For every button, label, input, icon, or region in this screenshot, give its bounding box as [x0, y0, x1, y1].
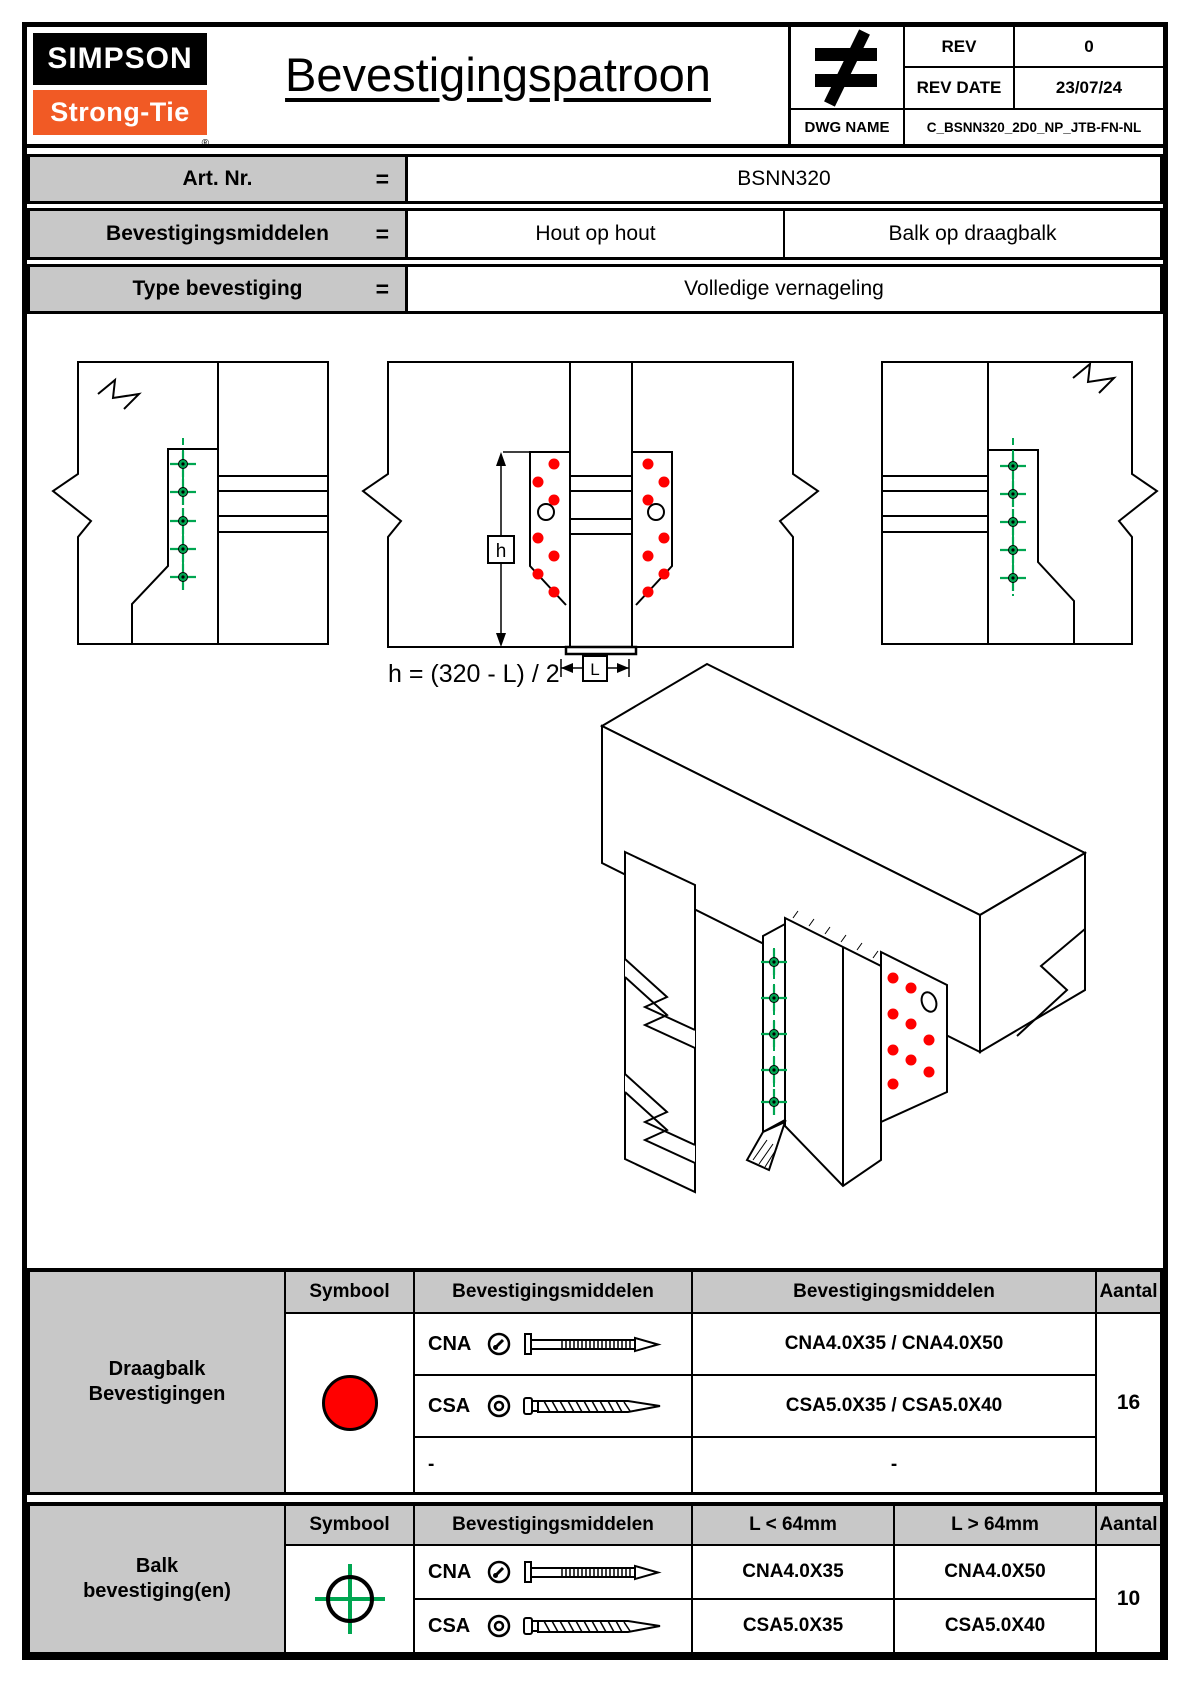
rev-value: 0 — [1015, 27, 1163, 66]
dwg-name-value: C_BSNN320_2D0_NP_JTB-FN-NL — [905, 110, 1163, 144]
cna-nail-icon — [522, 1559, 662, 1585]
fastener-cell-empty: - — [415, 1438, 691, 1492]
info-row-bevestigingsmiddelen — [27, 208, 1163, 260]
equals-sign: = — [375, 275, 389, 302]
equals-sign: = — [375, 220, 389, 247]
projection-symbol-icon — [791, 27, 903, 108]
fastener-value: - — [693, 1438, 1095, 1492]
h-box-label: h — [495, 541, 507, 562]
info-row-artnr — [27, 154, 1163, 204]
column-header-aantal: Aantal — [1097, 1506, 1160, 1544]
h-formula: h = (320 - L) / 2 — [388, 660, 560, 688]
page-title: Bevestigingspatroon — [285, 48, 711, 101]
column-header-bevestigingsmiddelen: Bevestigingsmiddelen — [693, 1272, 1095, 1312]
hout-op-hout-value: Hout op hout — [535, 222, 656, 245]
fastener-value: CNA4.0X35 / CNA4.0X50 — [693, 1314, 1095, 1374]
view-side-left — [53, 362, 328, 644]
revision-block — [788, 27, 1163, 144]
hanger-hole-left — [538, 504, 554, 520]
cna-head-icon — [486, 1559, 512, 1585]
symbol-cell — [286, 1314, 413, 1492]
column-header-symbool: Symbool — [286, 1506, 413, 1544]
cna-nail-icon — [522, 1331, 662, 1357]
equals-sign: = — [375, 165, 389, 192]
draagbalk-fastener-table — [27, 1268, 1163, 1495]
not-equal-icon — [810, 36, 884, 100]
table-row-label: Balk bevestiging(en) — [30, 1506, 284, 1652]
cna-head-icon — [486, 1331, 512, 1357]
column-header-bevestigingsmiddelen: Bevestigingsmiddelen — [415, 1272, 691, 1312]
red-circle-icon — [322, 1375, 378, 1431]
column-header-aantal: Aantal — [1097, 1272, 1160, 1312]
green-crosshair-icon — [313, 1562, 387, 1636]
aantal-value: 10 — [1097, 1546, 1160, 1652]
rev-label: REV — [905, 27, 1013, 66]
csa-l-small-value: CSA5.0X35 — [693, 1600, 893, 1652]
csa-screw-icon — [522, 1613, 670, 1639]
info-row-type-bevestiging — [27, 264, 1163, 314]
rev-date-value: 23/07/24 — [1015, 68, 1163, 108]
logo-strongtie-text: Strong-Tie — [33, 90, 207, 135]
fastener-cell-csa: CSA — [415, 1600, 691, 1652]
logo-simpson-text: SIMPSON — [33, 33, 207, 85]
csa-l-large-value: CSA5.0X40 — [895, 1600, 1095, 1652]
registered-trademark-icon: ® — [201, 138, 209, 149]
table-row-label: Draagbalk Bevestigingen — [30, 1272, 284, 1492]
csa-screw-icon — [522, 1393, 670, 1419]
fastener-cell-cna: CNA — [415, 1546, 691, 1598]
cna-l-large-value: CNA4.0X50 — [895, 1546, 1095, 1598]
type-bevestiging-label: Type bevestiging — [132, 277, 303, 300]
csa-head-icon — [486, 1613, 512, 1639]
symbol-cell — [286, 1546, 413, 1652]
csa-head-icon — [486, 1393, 512, 1419]
fastener-value: CSA5.0X35 / CSA5.0X40 — [693, 1376, 1095, 1436]
fastener-cell-cna: CNA — [415, 1314, 691, 1374]
bevestigingsmiddelen-label: Bevestigingsmiddelen — [106, 222, 329, 245]
aantal-value: 16 — [1097, 1314, 1160, 1492]
column-header-l-large: L > 64mm — [895, 1506, 1095, 1544]
balk-op-draagbalk-value: Balk op draagbalk — [783, 211, 1160, 257]
rev-date-label: REV DATE — [905, 68, 1013, 108]
type-bevestiging-value: Volledige vernageling — [684, 277, 884, 300]
balk-fastener-table — [27, 1502, 1163, 1655]
simpson-strongtie-logo — [33, 33, 209, 149]
artnr-label: Art. Nr. — [182, 167, 253, 190]
dwg-name-label: DWG NAME — [791, 110, 903, 144]
view-front — [363, 362, 818, 688]
fastener-cell-csa: CSA — [415, 1376, 691, 1436]
column-header-l-small: L < 64mm — [693, 1506, 893, 1544]
drawing-sheet — [22, 22, 1168, 1660]
column-header-bevestigingsmiddelen: Bevestigingsmiddelen — [415, 1506, 691, 1544]
technical-drawing — [27, 314, 1163, 1268]
view-side-right — [882, 362, 1157, 644]
view-isometric — [602, 664, 1085, 1192]
l-box-label: L — [590, 660, 600, 679]
hanger-hole-right — [648, 504, 664, 520]
column-header-symbool: Symbool — [286, 1272, 413, 1312]
cna-l-small-value: CNA4.0X35 — [693, 1546, 893, 1598]
title-block — [27, 27, 1163, 148]
l-dimension — [561, 656, 629, 681]
artnr-value: BSNN320 — [737, 167, 831, 190]
